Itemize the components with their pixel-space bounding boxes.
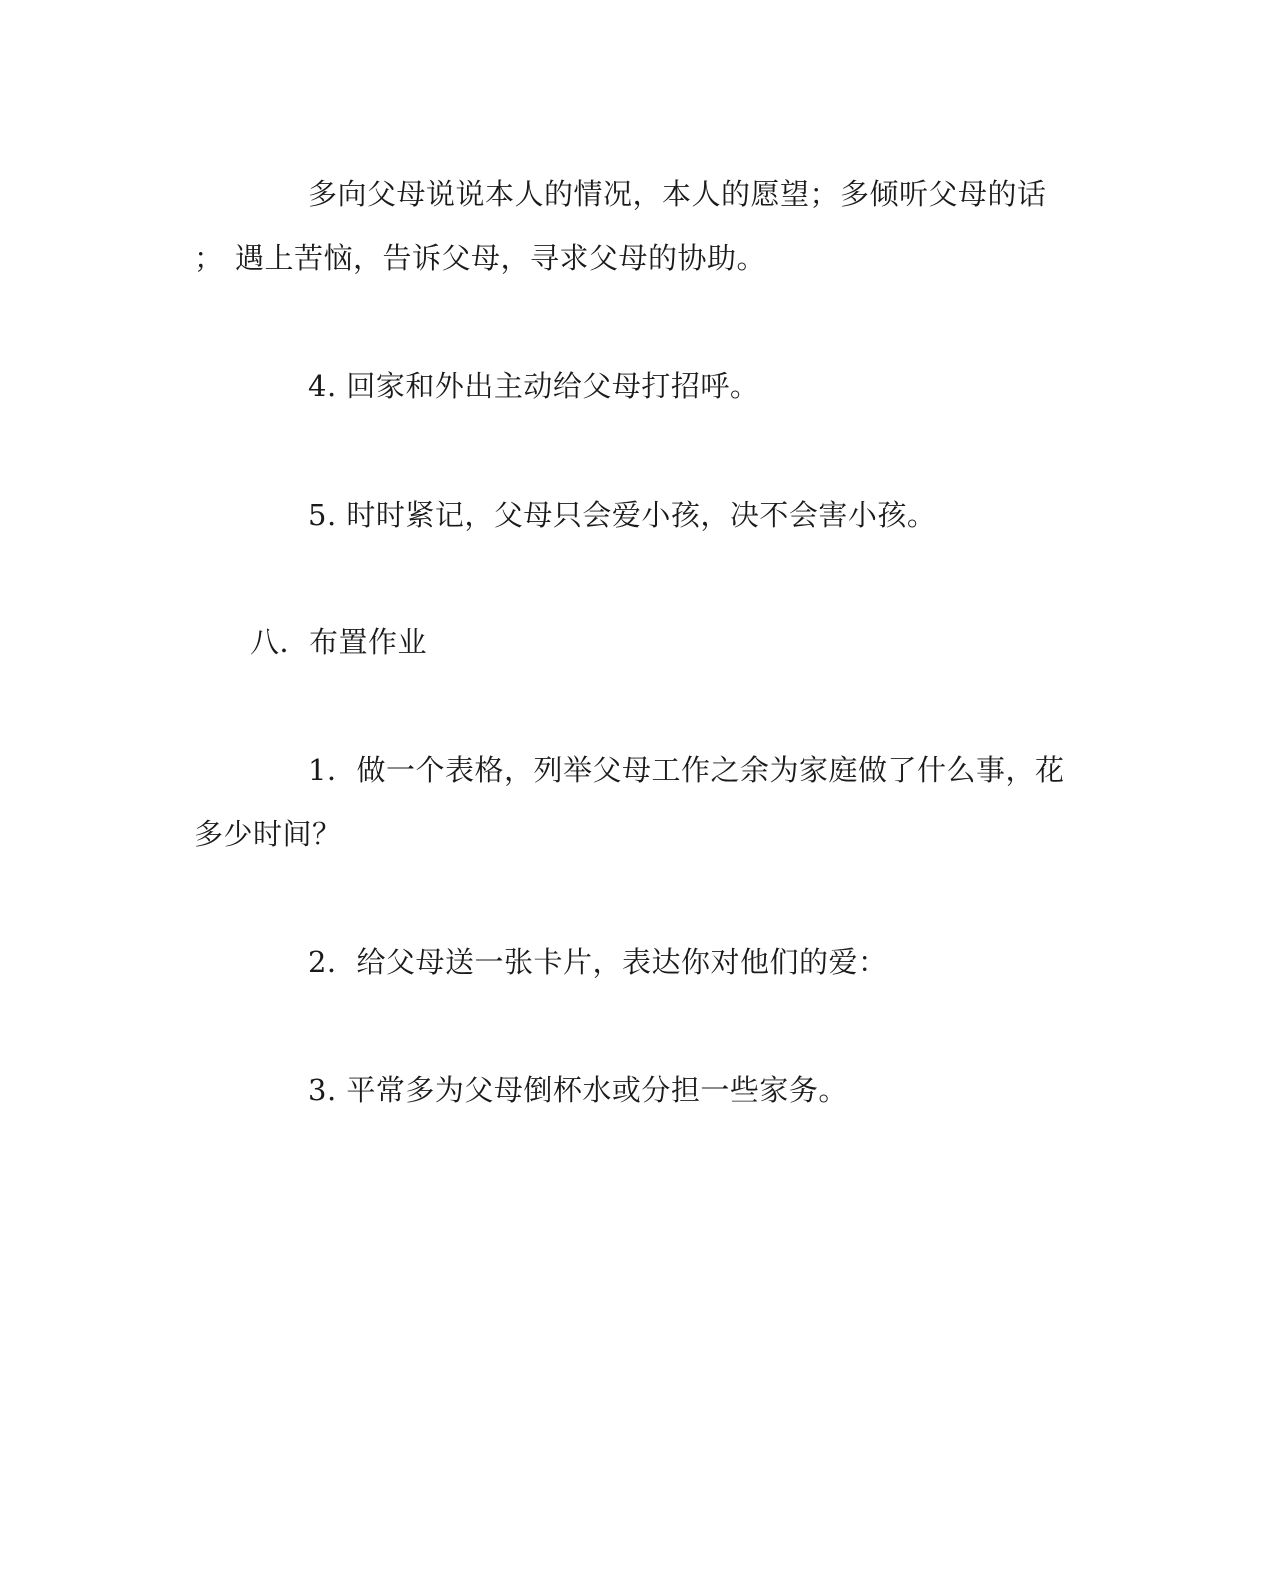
- paragraph-line: 多倾听父母的话: [840, 177, 1047, 211]
- paragraph-line: ；: [194, 241, 224, 275]
- paragraph-line: 多向父母说说本人的情况，本人的愿望；: [308, 177, 840, 211]
- homework-item-1-continued: 多少时间？: [194, 817, 342, 851]
- list-item-5: 5. 时时紧记，父母只会爱小孩，决不会害小孩。: [308, 498, 937, 532]
- homework-item-3: 3. 平常多为父母倒杯水或分担一些家务。: [308, 1073, 848, 1107]
- list-item-4: 4. 回家和外出主动给父母打招呼。: [308, 369, 760, 403]
- section-heading: 八．布置作业: [250, 625, 428, 659]
- paragraph-line: 遇上苦恼，告诉父母，寻求父母的协助。: [235, 241, 767, 275]
- homework-item-2: 2．给父母送一张卡片，表达你对他们的爱：: [308, 945, 888, 979]
- homework-item-1: 1．做一个表格，列举父母工作之余为家庭做了什么事，花: [308, 753, 1065, 787]
